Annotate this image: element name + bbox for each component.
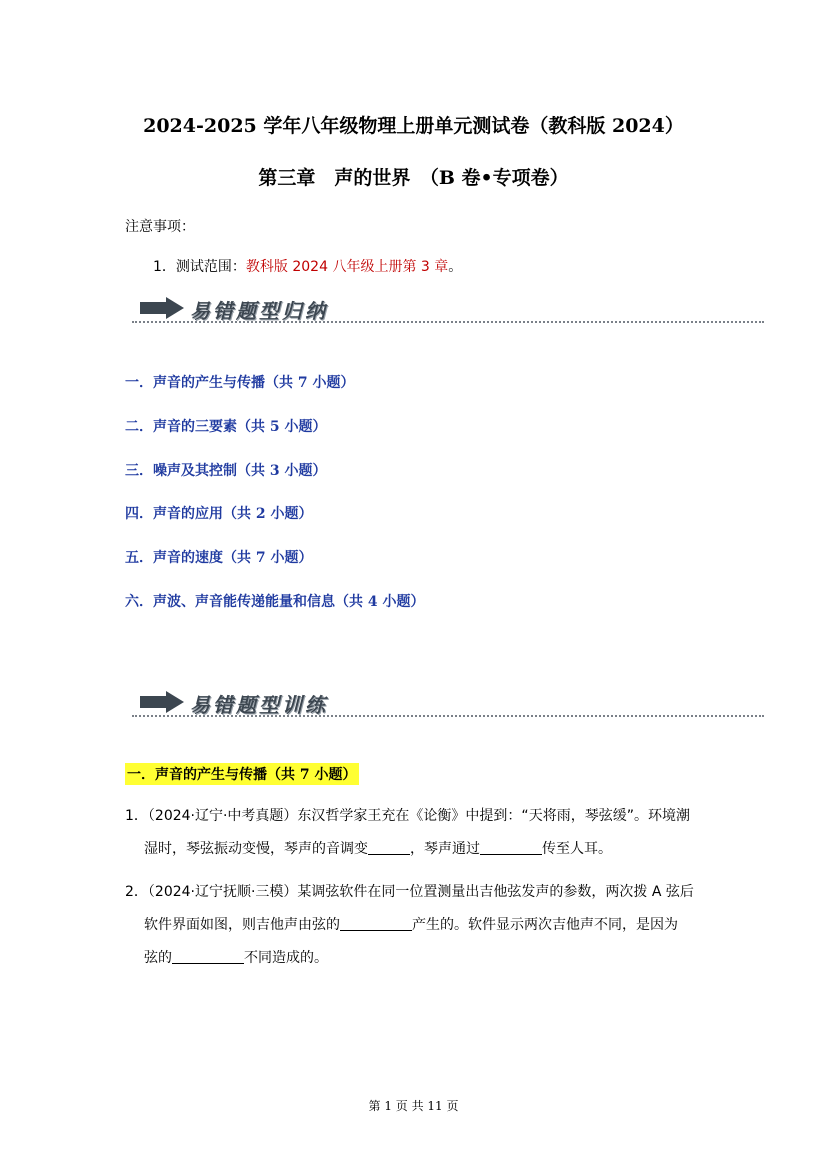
banner-summary [128,292,764,328]
page-footer: 第 1 页 共 11 页 [368,1099,459,1113]
question-text: 产生的。软件显示两次吉他声不同，是因为 [412,917,678,933]
toc-item[interactable]: 二．声音的三要素（共 5 小题） [125,419,327,435]
page-title: 2024-2025 学年八年级物理上册单元测试卷（教科版 2024） [143,115,684,137]
banner-title: 易错题型归纳 [190,299,328,323]
banner-title: 易错题型训练 [190,693,328,717]
divider [132,321,764,323]
notice-item [153,256,462,276]
divider [132,715,764,717]
notice-item-scope: 教科版 2024 八年级上册第 3 章 [245,259,449,275]
question-text: 传至人耳。 [542,841,612,857]
toc-item[interactable]: 四．声音的应用（共 2 小题） [125,506,313,522]
toc-item[interactable]: 三．噪声及其控制（共 3 小题） [125,463,327,479]
question-text: 软件界面如图，则吉他声由弦的 [144,917,340,933]
question-text: 弦的 [144,950,172,966]
arrow-right-icon [140,297,184,319]
question-text: ，琴声通过 [410,841,480,857]
question-text: 湿时，琴弦振动变慢，琴声的音调变 [144,841,368,857]
notice-item-prefix: 1．测试范围： [153,259,246,275]
question-line [125,909,715,942]
answer-blank[interactable] [480,840,542,855]
question-line: 2．（2024·辽宁抚顺·三模）某调弦软件在同一位置测量出吉他弦发声的参数，两次拨 A 弦后 [125,884,694,900]
question-line: 1．（2024·辽宁·中考真题）东汉哲学家王充在《论衡》中提到：“天将雨，琴弦缓”。环境潮 [125,808,690,824]
banner-training [128,686,764,722]
answer-blank[interactable] [368,840,410,855]
answer-blank[interactable] [340,916,412,931]
answer-blank[interactable] [172,949,244,964]
question-line [125,833,715,866]
question-2 [125,876,715,975]
chapter-subtitle: 第三章 声的世界 （B 卷•专项卷） [258,167,569,189]
question-line [125,942,715,975]
notice-label: 注意事项： [125,219,195,235]
toc-item[interactable]: 五．声音的速度（共 7 小题） [125,550,313,566]
toc-item[interactable]: 一．声音的产生与传播（共 7 小题） [125,375,355,391]
section-heading: 一．声音的产生与传播（共 7 小题） [125,763,359,785]
question-1 [125,800,715,866]
arrow-right-icon [140,691,184,713]
notice-item-suffix: 。 [448,259,463,275]
question-text: 不同造成的。 [244,950,328,966]
toc-item[interactable]: 六．声波、声音能传递能量和信息（共 4 小题） [125,594,425,610]
